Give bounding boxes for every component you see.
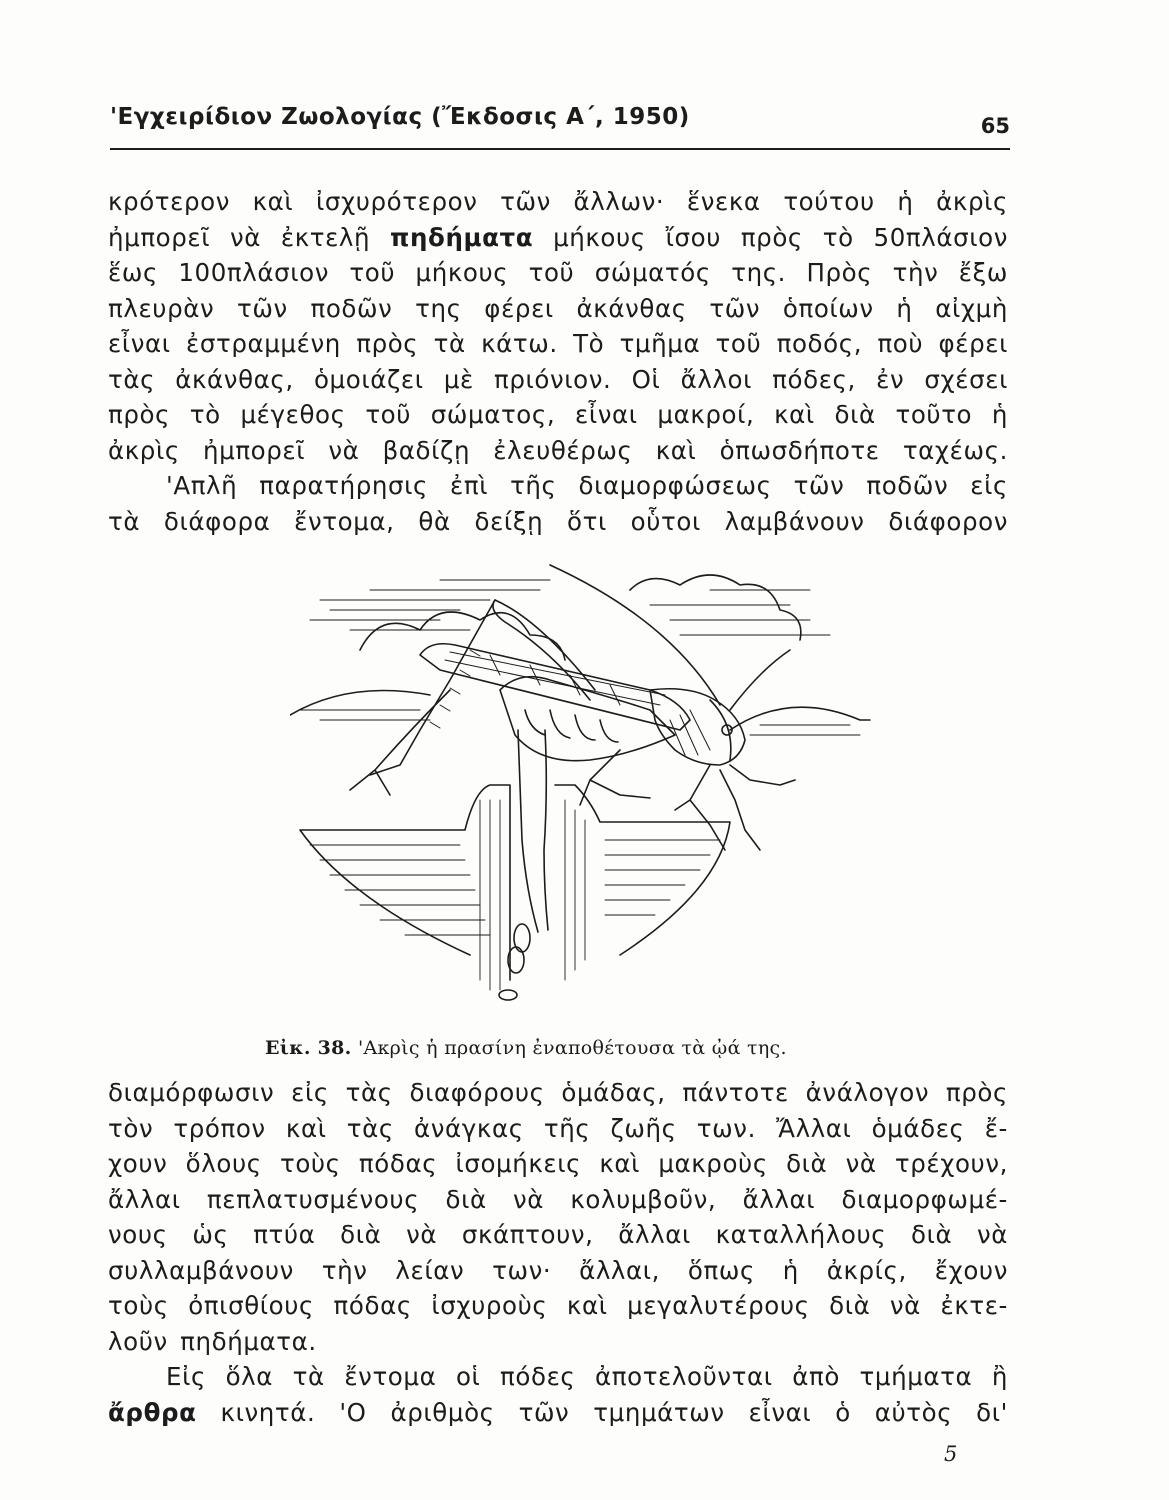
text-line: συλλαμβάνουν τὴν λείαν των· ἄλλαι, ὅπως ἡ ἀκρίς, ἔχουν — [108, 1255, 1008, 1285]
text-line: κρότερον καὶ ἰσχυρότερον τῶν ἄλλων· ἕνεκα τούτου ἡ ἀκρὶς — [108, 187, 1008, 216]
book-title: 'Εγχειρίδιον Ζωολογίας (Ἔκδοσις Α΄, 1950) — [110, 104, 690, 130]
text-line: νους ὡς πτύα διὰ νὰ σκάπτουν, ἄλλαι καταλλήλους διὰ νὰ — [108, 1220, 1008, 1249]
text-line: τὸν τρόπον καὶ τὰς ἀνάγκας τῆς ζωῆς των. Ἄλλαι ὁμάδες ἔ- — [108, 1113, 1008, 1143]
text-line: ἠμπορεῖ νὰ ἐκτελῇ πηδήματα μήκους ἴσου πρὸς τὸ 50πλάσιον — [108, 222, 1008, 252]
text-line: χουν ὅλους τοὺς πόδας ἰσομήκεις καὶ μακροὺς διὰ νὰ τρέχουν, — [108, 1149, 1008, 1178]
text-line: τὰς ἀκάνθας, ὁμοιάζει μὲ πριόνιον. Οἱ ἄλλοι πόδες, ἐν σχέσει — [108, 364, 1008, 394]
page-number: 65 — [980, 114, 1010, 138]
text-line: τοὺς ὀπισθίους πόδας ἰσχυροὺς καὶ μεγαλυτέρους διὰ νὰ ἐκτε- — [108, 1291, 1008, 1320]
text-line: ἕως 100πλάσιον τοῦ μήκους τοῦ σώματός της. Πρὸς τὴν ἔξω — [108, 258, 1008, 287]
text-line: εἶναι ἐστραμμένη πρὸς τὰ κάτω. Τὸ τμῆμα τοῦ ποδός, ποὺ φέρει — [108, 329, 1008, 358]
text-line: Εἰς ὅλα τὰ ἔντομα οἱ πόδες ἀποτελοῦνται ἀπὸ τμήματα ἢ — [166, 1362, 1008, 1391]
text-block-bottom — [108, 1075, 1008, 1430]
bold-term: πηδήματα — [390, 222, 534, 252]
bold-term: ἄρθρα — [108, 1397, 197, 1427]
figure-grasshopper — [290, 560, 880, 1020]
figure-caption — [265, 1037, 905, 1059]
text-block-top — [108, 184, 1008, 539]
caption-text: 'Ακρὶς ἡ πρασίνη ἐναποθέτουσα τὰ ᾠά της. — [357, 1037, 787, 1059]
text-line: πρὸς τὸ μέγεθος τοῦ σώματος, εἶναι μακροί, καὶ διὰ τοῦτο ἡ — [108, 400, 1008, 429]
text-line: ἀκρὶς ἠμπορεῖ νὰ βαδίζῃ ἐλευθέρως καὶ ὁπωσδήποτε ταχέως. — [108, 435, 1008, 465]
signature-mark: 5 — [944, 1442, 958, 1466]
text-line: ἄρθρα κινητά. 'Ο ἀριθμὸς τῶν τμημάτων εἶναι ὁ αὐτὸς δι' — [108, 1397, 1008, 1427]
grasshopper-laying-eggs-illustration — [290, 560, 880, 1020]
header-rule — [110, 148, 1010, 150]
text-line: ἄλλαι πεπλατυσμένους διὰ νὰ κολυμβοῦν, ἄλλαι διαμορφωμέ- — [108, 1184, 1008, 1214]
running-header — [110, 104, 1010, 152]
text-line: πλευρὰν τῶν ποδῶν της φέρει ἀκάνθας τῶν ὁποίων ἡ αἰχμὴ — [108, 293, 1008, 323]
text-line: λοῦν πηδήματα. — [108, 1326, 317, 1356]
text-line: τὰ διάφορα ἔντομα, θὰ δείξῃ ὅτι οὗτοι λαμβάνουν διάφορον — [108, 506, 1008, 536]
caption-label: Εἰκ. 38. — [265, 1037, 352, 1059]
text-line: 'Απλῆ παρατήρησις ἐπὶ τῆς διαμορφώσεως τῶν ποδῶν εἰς — [166, 471, 1008, 500]
text-line: διαμόρφωσιν εἰς τὰς διαφόρους ὁμάδας, πάντοτε ἀνάλογον πρὸς — [108, 1078, 1008, 1107]
